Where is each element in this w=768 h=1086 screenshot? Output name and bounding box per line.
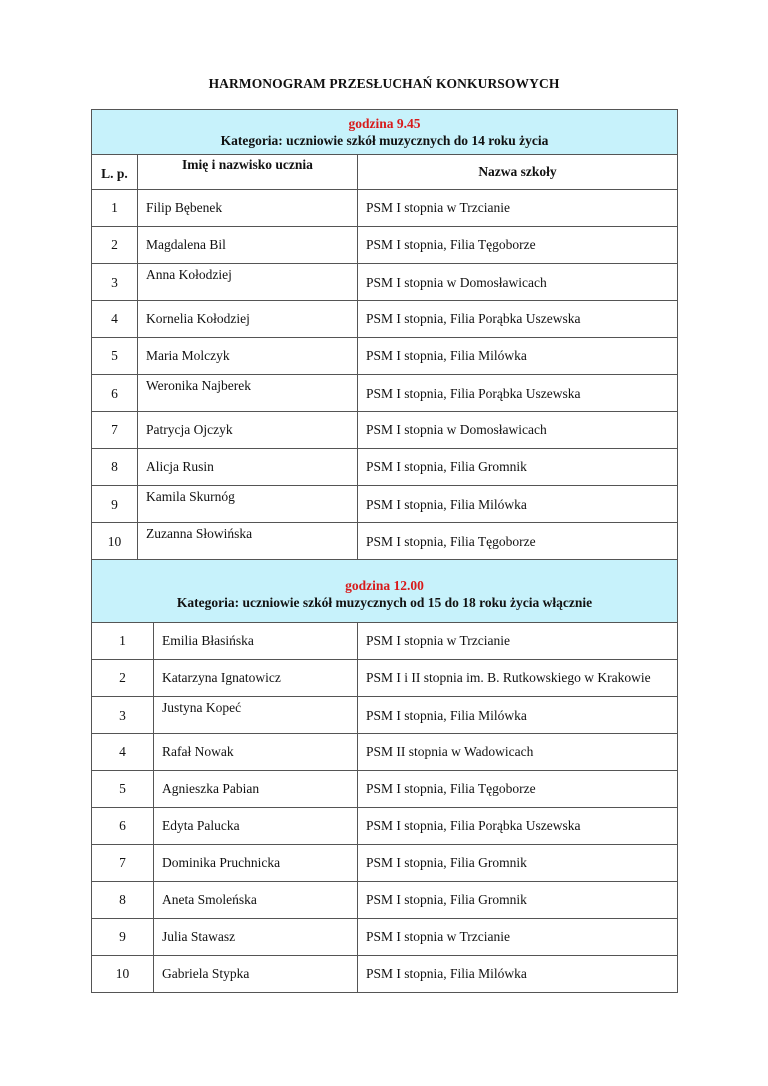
table-row — [92, 227, 678, 264]
school-name: PSM I stopnia, Filia Milówka — [358, 956, 678, 993]
column-header-school: Nazwa szkoły — [358, 155, 678, 190]
row-number: 9 — [92, 486, 138, 523]
table-row — [92, 845, 678, 882]
row-number: 8 — [92, 882, 154, 919]
schedule-table-1 — [91, 109, 678, 560]
school-name: PSM I stopnia, Filia Porąbka Uszewska — [358, 375, 678, 412]
school-name: PSM I stopnia, Filia Gromnik — [358, 845, 678, 882]
table-row — [92, 523, 678, 560]
section-category: Kategoria: uczniowie szkół muzycznych do 14 roku życia — [220, 133, 549, 148]
table-row — [92, 919, 678, 956]
school-name: PSM I stopnia, Filia Porąbka Uszewska — [358, 808, 678, 845]
table-row — [92, 412, 678, 449]
student-name: Weronika Najberek — [138, 375, 358, 412]
section-header — [92, 110, 678, 155]
student-name: Katarzyna Ignatowicz — [154, 660, 358, 697]
table-row — [92, 449, 678, 486]
schedule-table-2 — [91, 559, 678, 993]
student-name: Kamila Skurnóg — [138, 486, 358, 523]
table-row — [92, 734, 678, 771]
row-number: 5 — [92, 338, 138, 375]
student-name: Julia Stawasz — [154, 919, 358, 956]
column-header-lp: L. p. — [92, 155, 138, 190]
school-name: PSM I stopnia, Filia Gromnik — [358, 882, 678, 919]
section-time: godzina 12.00 — [345, 578, 424, 593]
student-name: Justyna Kopeć — [154, 697, 358, 734]
student-name: Alicja Rusin — [138, 449, 358, 486]
row-number: 8 — [92, 449, 138, 486]
table-row — [92, 486, 678, 523]
student-name: Anna Kołodziej — [138, 264, 358, 301]
student-name: Magdalena Bil — [138, 227, 358, 264]
row-number: 7 — [92, 845, 154, 882]
table-row — [92, 771, 678, 808]
column-header-name: Imię i nazwisko ucznia — [138, 155, 358, 190]
row-number: 3 — [92, 697, 154, 734]
student-name: Patrycja Ojczyk — [138, 412, 358, 449]
student-name: Filip Bębenek — [138, 190, 358, 227]
student-name: Agnieszka Pabian — [154, 771, 358, 808]
table-row — [92, 956, 678, 993]
row-number: 10 — [92, 523, 138, 560]
row-number: 4 — [92, 734, 154, 771]
table-row — [92, 301, 678, 338]
student-name: Kornelia Kołodziej — [138, 301, 358, 338]
row-number: 2 — [92, 660, 154, 697]
student-name: Maria Molczyk — [138, 338, 358, 375]
column-header-row — [92, 155, 678, 190]
row-number: 2 — [92, 227, 138, 264]
row-number: 1 — [92, 190, 138, 227]
student-name: Dominika Pruchnicka — [154, 845, 358, 882]
school-name: PSM I i II stopnia im. B. Rutkowskiego w Krakowie — [358, 660, 678, 697]
school-name: PSM I stopnia, Filia Tęgoborze — [358, 227, 678, 264]
student-name: Emilia Błasińska — [154, 623, 358, 660]
student-name: Rafał Nowak — [154, 734, 358, 771]
student-name: Aneta Smoleńska — [154, 882, 358, 919]
school-name: PSM I stopnia, Filia Gromnik — [358, 449, 678, 486]
school-name: PSM I stopnia w Domosławicach — [358, 412, 678, 449]
school-name: PSM I stopnia, Filia Milówka — [358, 486, 678, 523]
row-number: 9 — [92, 919, 154, 956]
section-category: Kategoria: uczniowie szkół muzycznych od 15 do 18 roku życia włącznie — [176, 595, 593, 610]
table-row — [92, 697, 678, 734]
table-row — [92, 623, 678, 660]
row-number: 6 — [92, 375, 138, 412]
student-name: Zuzanna Słowińska — [138, 523, 358, 560]
section-header — [92, 560, 678, 623]
table-row — [92, 190, 678, 227]
section-time: godzina 9.45 — [348, 116, 421, 131]
school-name: PSM I stopnia, Filia Tęgoborze — [358, 771, 678, 808]
school-name: PSM II stopnia w Wadowicach — [358, 734, 678, 771]
row-number: 5 — [92, 771, 154, 808]
table-row — [92, 808, 678, 845]
row-number: 10 — [92, 956, 154, 993]
document-title: HARMONOGRAM PRZESŁUCHAŃ KONKURSOWYCH — [208, 76, 560, 91]
school-name: PSM I stopnia, Filia Porąbka Uszewska — [358, 301, 678, 338]
school-name: PSM I stopnia, Filia Milówka — [358, 697, 678, 734]
student-name: Gabriela Stypka — [154, 956, 358, 993]
table-row — [92, 338, 678, 375]
school-name: PSM I stopnia, Filia Milówka — [358, 338, 678, 375]
table-row — [92, 375, 678, 412]
school-name: PSM I stopnia, Filia Tęgoborze — [358, 523, 678, 560]
row-number: 7 — [92, 412, 138, 449]
row-number: 6 — [92, 808, 154, 845]
student-name: Edyta Palucka — [154, 808, 358, 845]
table-row — [92, 882, 678, 919]
table-row — [92, 264, 678, 301]
school-name: PSM I stopnia w Trzcianie — [358, 623, 678, 660]
row-number: 1 — [92, 623, 154, 660]
table-row — [92, 660, 678, 697]
school-name: PSM I stopnia w Trzcianie — [358, 919, 678, 956]
school-name: PSM I stopnia w Trzcianie — [358, 190, 678, 227]
row-number: 4 — [92, 301, 138, 338]
row-number: 3 — [92, 264, 138, 301]
school-name: PSM I stopnia w Domosławicach — [358, 264, 678, 301]
